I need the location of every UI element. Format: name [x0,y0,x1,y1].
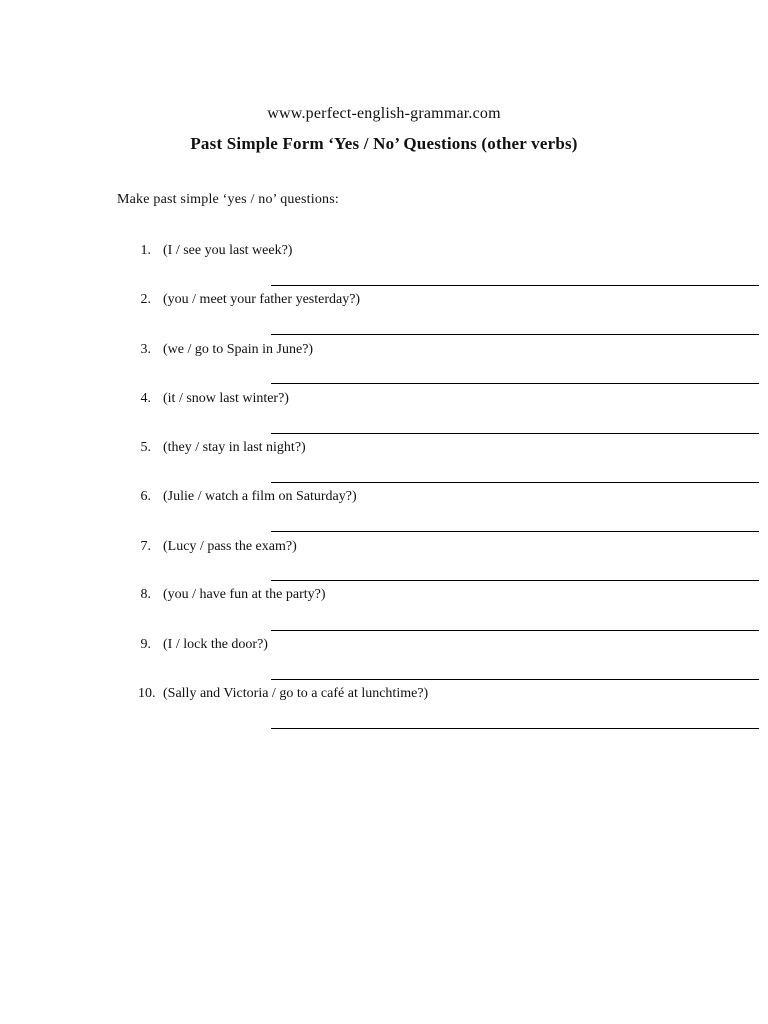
instructions: Make past simple ‘yes / no’ questions: [117,192,339,207]
question-item [0,243,768,283]
question-item [0,342,768,382]
question-prompt: (they / stay in last night?) [163,440,306,455]
question-number: 9. [140,637,151,652]
question-number: 5. [140,440,151,455]
question-item [0,440,768,480]
answer-line[interactable] [271,383,759,384]
question-item [0,391,768,431]
answer-line[interactable] [271,679,759,680]
question-number: 10. [138,686,156,701]
site-url: www.perfect-english-grammar.com [267,105,501,122]
question-prompt: (I / lock the door?) [163,637,268,652]
question-number: 4. [140,391,151,406]
answer-line[interactable] [271,334,759,335]
question-item [0,539,768,579]
question-number: 2. [140,292,151,307]
question-prompt: (Lucy / pass the exam?) [163,539,297,554]
question-prompt: (Julie / watch a film on Saturday?) [163,489,357,504]
question-number: 6. [140,489,151,504]
answer-line[interactable] [271,531,759,532]
answer-line[interactable] [271,433,759,434]
question-number: 8. [140,587,151,602]
question-item [0,686,768,726]
question-item [0,292,768,332]
answer-line[interactable] [271,580,759,581]
question-prompt: (you / meet your father yesterday?) [163,292,361,307]
question-item [0,637,768,677]
question-prompt: (we / go to Spain in June?) [163,342,314,357]
question-number: 7. [140,539,151,554]
question-number: 3. [140,342,151,357]
question-item [0,489,768,529]
page-title: Past Simple Form ‘Yes / No’ Questions (other verbs) [190,134,578,153]
question-item [0,587,768,627]
answer-line[interactable] [271,630,759,631]
question-prompt: (it / snow last winter?) [163,391,289,406]
answer-line[interactable] [271,728,759,729]
question-prompt: (I / see you last week?) [163,243,293,258]
question-number: 1. [140,243,151,258]
answer-line[interactable] [271,285,759,286]
answer-line[interactable] [271,482,759,483]
question-prompt: (Sally and Victoria / go to a café at lunchtime?) [163,686,429,701]
question-prompt: (you / have fun at the party?) [163,587,326,602]
